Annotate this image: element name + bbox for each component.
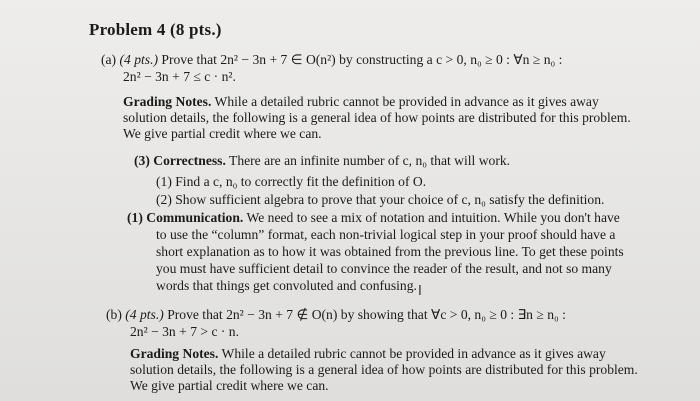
rubric-communication-line-4: you must have sufficient detail to convince the reader of the result, and not so many: [156, 261, 612, 276]
part-a-prompt: Prove that 2n² − 3n + 7 ∈ O(n²) by constructing a c > 0, n₀ ≥ 0 : ∀n ≥ n₀ :: [161, 52, 563, 67]
part-b-points: (4 pts.): [125, 307, 164, 322]
rubric-correctness: [134, 153, 510, 169]
part-a-label: (a): [101, 52, 117, 67]
rubric-correctness-text: There are an infinite number of c, n₀ that will work.: [229, 153, 511, 168]
rubric-communication: [127, 210, 620, 226]
rubric-communication-line-2: to use the “column” format, each non-trivial logical step in your proof should have a: [156, 227, 616, 242]
part-b-prompt: Prove that 2n² − 3n + 7 ∉ O(n) by showing that ∀c > 0, n₀ ≥ 0 : ∃n ≥ n₀ :: [167, 307, 566, 322]
problem-title: Problem 4 (8 pts.): [89, 20, 222, 39]
part-a-grading-line-1: [123, 94, 599, 110]
part-a-grading-line-3: We give partial credit where we can.: [123, 126, 322, 141]
part-a-grading-heading: Grading Notes.: [123, 94, 212, 109]
part-a-points: (4 pts.): [119, 52, 159, 67]
rubric-correctness-label: (3) Correctness.: [134, 153, 226, 168]
rubric-correctness-sub-1: (1) Find a c, n₀ to correctly fit the definition of O.: [156, 174, 427, 189]
rubric-communication-line-1: We need to see a mix of notation and intuition. While you don't have: [246, 210, 620, 225]
part-b-grading-heading: Grading Notes.: [130, 346, 219, 361]
part-b-grading-line-3: We give partial credit where we can.: [130, 378, 329, 393]
part-b-grading-line-1: [130, 346, 606, 362]
part-b-prompt-line-1: [106, 307, 566, 323]
part-b-prompt-line-2: 2n² − 3n + 7 > c · n.: [130, 324, 240, 339]
part-b-grading-line-2: solution details, the following is a general idea of how points are distributed for this problem.: [130, 362, 638, 377]
rubric-communication-line-5: words that things get convoluted and confusing.: [156, 278, 417, 293]
rubric-communication-line-3: short explanation as to how it was obtained from the previous line. To get these points: [156, 244, 624, 259]
text-cursor-icon: I: [418, 284, 422, 299]
part-b-grading-text-1: While a detailed rubric cannot be provided in advance as it gives away: [221, 346, 606, 361]
part-a-grading-line-2: solution details, the following is a general idea of how points are distributed for this problem.: [123, 110, 631, 125]
rubric-correctness-sub-2: (2) Show sufficient algebra to prove that your choice of c, n₀ satisfy the definition.: [156, 192, 605, 207]
part-a-prompt-line-2: 2n² − 3n + 7 ≤ c · n².: [123, 69, 236, 84]
part-b-label: (b): [106, 307, 122, 322]
part-a-grading-text-1: While a detailed rubric cannot be provided in advance as it gives away: [214, 94, 599, 109]
part-a-prompt-line-1: [101, 52, 562, 68]
rubric-communication-label: (1) Communication.: [127, 210, 244, 225]
